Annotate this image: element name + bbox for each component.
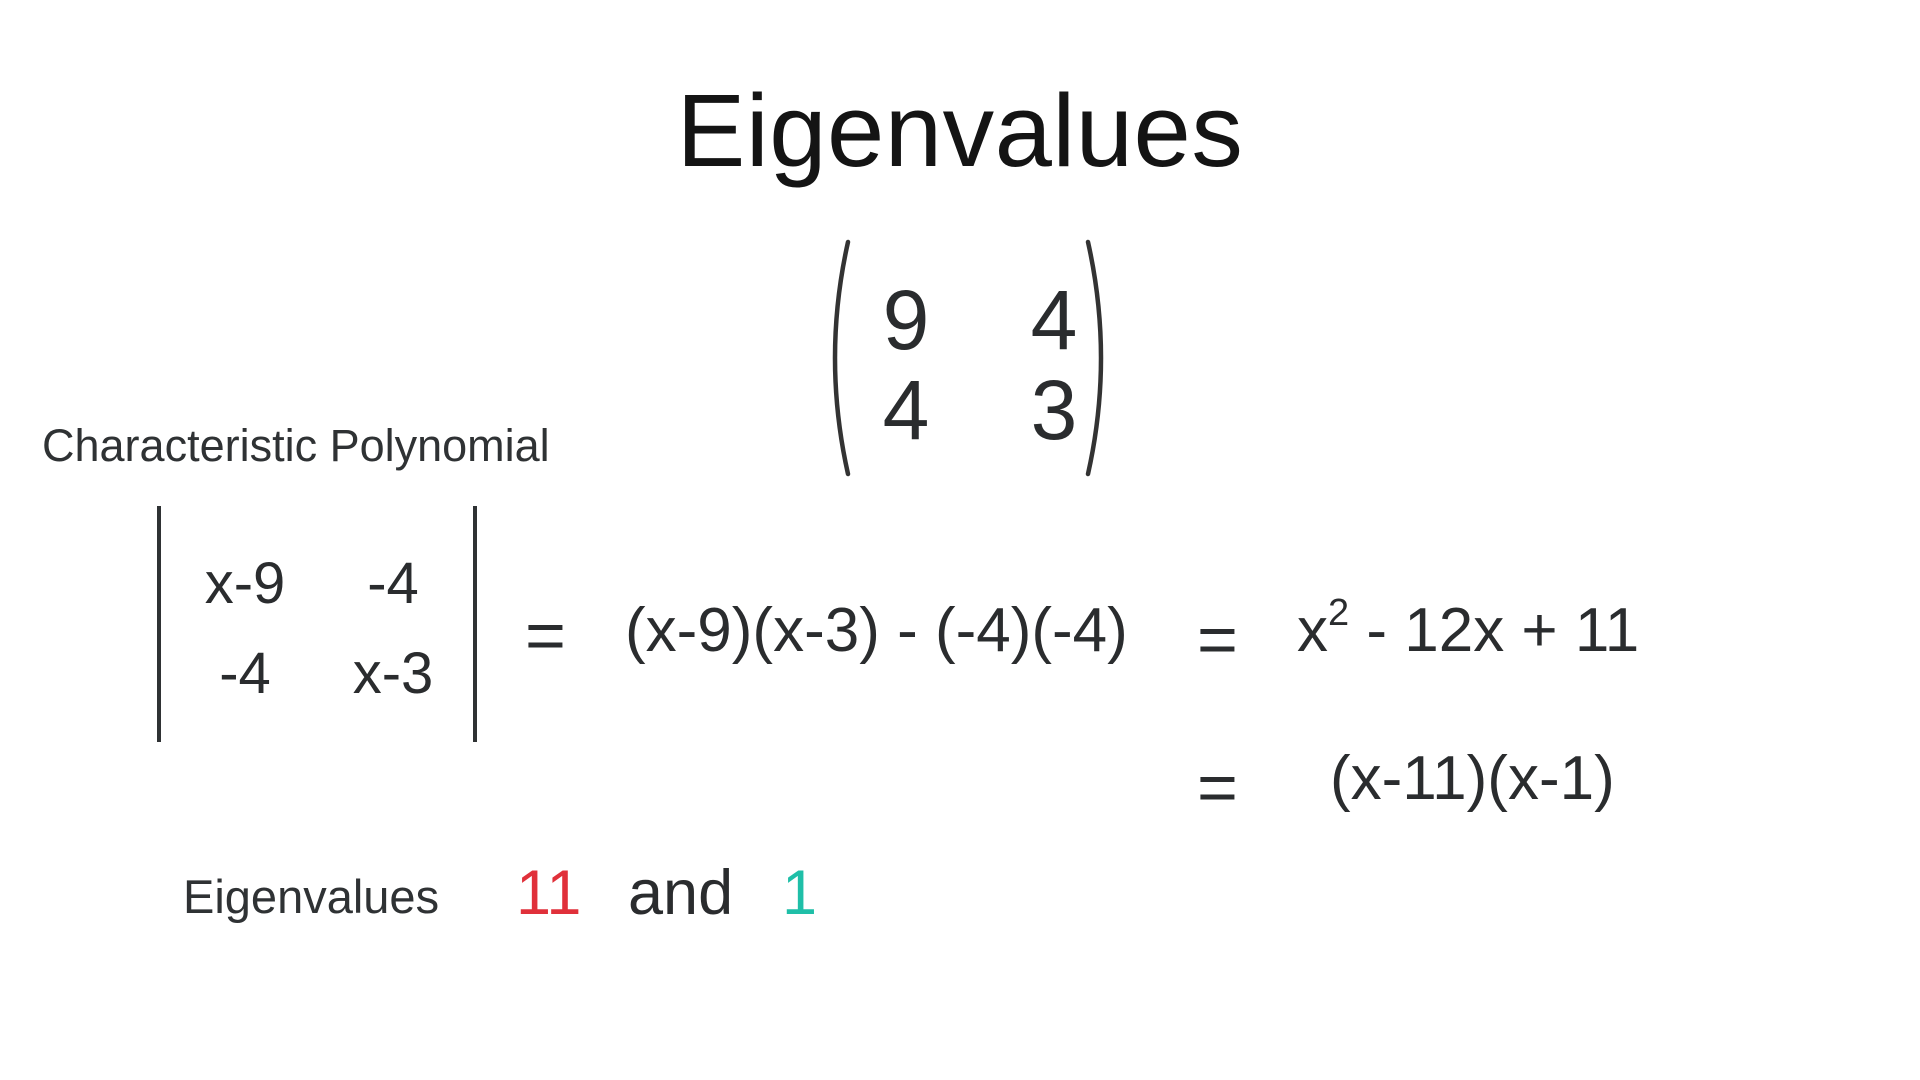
determinant-left-bar	[157, 506, 161, 742]
determinant-cell-r1c2: -4	[367, 551, 419, 616]
eigenvalue-second: 1	[782, 858, 818, 928]
poly-exponent: 2	[1328, 592, 1350, 634]
poly-base: x	[1297, 596, 1328, 665]
matrix-cell-r2c2: 3	[1030, 363, 1078, 457]
factored-expression: (x-11)(x-1)	[1330, 744, 1615, 813]
matrix	[818, 238, 1118, 478]
right-paren-icon	[1078, 238, 1118, 478]
determinant-right-bar	[473, 506, 477, 742]
eigenvalue-conjunction: and	[628, 858, 734, 928]
slide-title: Eigenvalues	[676, 73, 1244, 188]
matrix-cell-r1c1: 9	[882, 273, 930, 367]
polynomial-expression	[1297, 592, 1640, 665]
characteristic-polynomial-label: Characteristic Polynomial	[42, 420, 550, 471]
expansion-expression: (x-9)(x-3) - (-4)(-4)	[625, 596, 1128, 665]
equals-sign-3: =	[1197, 748, 1238, 826]
eigenvalues-label: Eigenvalues	[183, 870, 440, 923]
eigenvalue-first: 11	[516, 858, 582, 928]
determinant-cell-r2c1: -4	[219, 641, 271, 706]
equals-sign-2: =	[1197, 600, 1238, 678]
left-paren-icon	[818, 238, 858, 478]
equals-sign-1: =	[525, 596, 566, 674]
matrix-cell-r1c2: 4	[1030, 273, 1078, 367]
determinant-cell-r2c2: x-3	[352, 641, 434, 706]
poly-rest: - 12x + 11	[1349, 596, 1640, 665]
matrix-cell-r2c1: 4	[882, 363, 930, 457]
determinant-cell-r1c1: x-9	[204, 551, 286, 616]
